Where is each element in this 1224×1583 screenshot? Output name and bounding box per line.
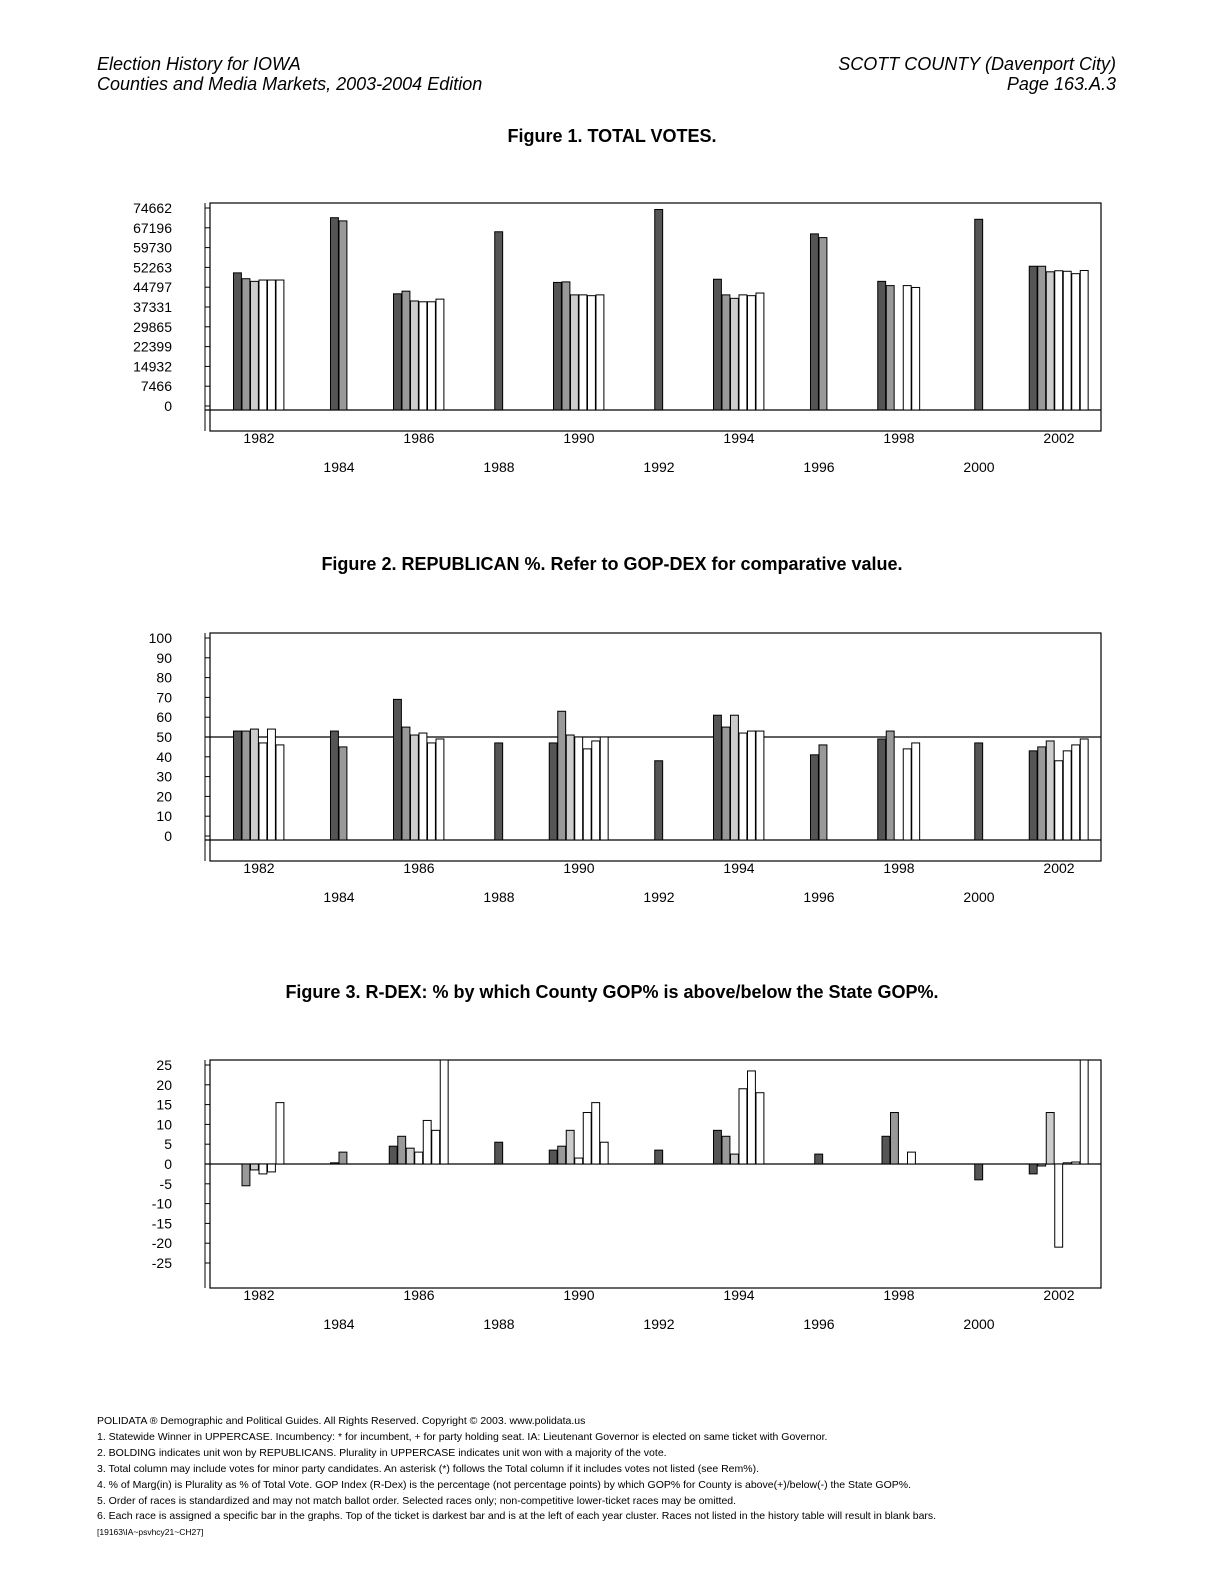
bar-1992-1 xyxy=(655,209,663,410)
bar-1996-1 xyxy=(815,1154,823,1164)
x-tick-label: 1994 xyxy=(723,1287,755,1303)
x-tick-label: 1984 xyxy=(323,1316,355,1332)
bar-1986-3 xyxy=(411,301,419,410)
bar-2002-7 xyxy=(1080,1060,1088,1164)
bar-1990-1 xyxy=(549,1150,557,1164)
bar-1982-1 xyxy=(234,273,242,410)
bar-1990-1 xyxy=(549,743,557,840)
bar-2002-1 xyxy=(1029,266,1037,410)
footnote-1: 1. Statewide Winner in UPPERCASE. Incumbency: * for incumbent, + for party holding seat. IA: Lieutenant Governor is elected on same ticket with Governor. xyxy=(97,1430,828,1443)
document-header-left xyxy=(97,54,482,94)
bar-2002-7 xyxy=(1080,739,1088,840)
y-tick-label: 14932 xyxy=(133,358,172,375)
bar-2002-6 xyxy=(1072,745,1080,840)
bar-1992-1 xyxy=(655,761,663,840)
bar-1982-6 xyxy=(276,1103,284,1164)
bar-1988-1 xyxy=(495,743,503,840)
bar-1988-1 xyxy=(495,1142,503,1164)
bar-1990-4 xyxy=(579,295,587,410)
bar-1998-5 xyxy=(912,287,920,410)
footnote-6: 6. Each race is assigned a specific bar in the graphs. Top of the ticket is darkest bar and is at the left of each year cluster. Races not listed in the history table will result in blank bars. xyxy=(97,1510,937,1523)
bar-1990-1 xyxy=(554,282,562,410)
y-tick-label: -15 xyxy=(151,1215,172,1232)
y-tick-label: 70 xyxy=(156,689,172,706)
figure-1-title: Figure 1. TOTAL VOTES. xyxy=(507,126,717,146)
bar-2002-3 xyxy=(1046,272,1054,410)
bar-1998-5 xyxy=(912,743,920,840)
bar-2002-3 xyxy=(1046,1113,1054,1164)
y-tick-label: 30 xyxy=(156,768,172,785)
bar-1986-1 xyxy=(394,699,402,840)
bar-1994-6 xyxy=(756,293,764,410)
bar-1986-2 xyxy=(402,727,410,840)
bar-1986-7 xyxy=(440,1060,448,1164)
bar-1994-4 xyxy=(739,733,747,840)
bar-1982-3 xyxy=(251,729,259,840)
bar-1984-1 xyxy=(331,731,339,840)
x-tick-label: 1990 xyxy=(563,1287,595,1303)
bar-1990-6 xyxy=(596,295,604,410)
document-subtitle: Counties and Media Markets, 2003-2004 Edition xyxy=(97,74,483,94)
bar-2002-4 xyxy=(1055,1164,1063,1247)
bar-2002-1 xyxy=(1029,1164,1037,1174)
bar-1994-5 xyxy=(748,731,756,840)
bar-2002-7 xyxy=(1080,270,1088,410)
y-tick-label: 25 xyxy=(156,1057,172,1073)
bar-1990-6 xyxy=(592,1103,600,1164)
x-tick-label: 1986 xyxy=(403,430,435,446)
bar-1998-4 xyxy=(908,1152,916,1164)
bar-2000-1 xyxy=(975,1164,983,1180)
y-tick-label: 10 xyxy=(156,808,172,825)
y-tick-label: -10 xyxy=(151,1195,172,1212)
x-tick-label: 2002 xyxy=(1043,860,1075,876)
bar-2000-1 xyxy=(975,219,983,410)
bar-1994-2 xyxy=(722,295,730,410)
x-tick-label: 2002 xyxy=(1043,430,1075,446)
bar-1998-4 xyxy=(903,749,911,840)
page-number: Page 163.A.3 xyxy=(1006,74,1116,94)
x-tick-label: 1982 xyxy=(243,860,275,876)
y-tick-label: 60 xyxy=(156,709,172,726)
y-tick-label: 52263 xyxy=(133,259,172,276)
x-tick-label: 1988 xyxy=(483,459,515,475)
bar-1986-3 xyxy=(411,735,419,840)
bar-1998-4 xyxy=(903,286,911,410)
bar-1982-6 xyxy=(276,745,284,840)
x-tick-label: 1990 xyxy=(563,430,595,446)
y-tick-label: 20 xyxy=(156,788,172,805)
bar-1990-3 xyxy=(566,735,574,840)
bar-1982-4 xyxy=(259,280,267,410)
bar-1998-2 xyxy=(886,286,894,410)
x-tick-label: 1986 xyxy=(403,860,435,876)
bar-1986-6 xyxy=(432,1130,440,1164)
x-tick-label: 1984 xyxy=(323,889,355,905)
bar-1986-4 xyxy=(415,1152,423,1164)
bar-1998-1 xyxy=(878,739,886,840)
bar-2002-5 xyxy=(1063,271,1071,410)
figure-1-total-votes-chart xyxy=(0,190,1224,490)
y-tick-label: 5 xyxy=(164,1136,172,1153)
x-tick-label: 2000 xyxy=(963,459,995,475)
x-tick-label: 1998 xyxy=(883,430,915,446)
bar-1996-2 xyxy=(819,745,827,840)
bar-1990-2 xyxy=(558,711,566,840)
bar-1986-6 xyxy=(436,299,444,410)
figure-2-title: Figure 2. REPUBLICAN %. Refer to GOP-DEX for comparative value. xyxy=(321,554,903,574)
footer-notes xyxy=(97,1414,936,1541)
y-tick-label: 80 xyxy=(156,669,172,686)
bar-1982-2 xyxy=(242,1164,250,1186)
bar-1986-3 xyxy=(406,1148,414,1164)
x-tick-label: 1988 xyxy=(483,889,515,905)
bar-1982-3 xyxy=(251,281,259,410)
bar-2000-1 xyxy=(975,743,983,840)
y-tick-label: 90 xyxy=(156,649,172,666)
bar-1996-1 xyxy=(811,755,819,840)
y-tick-label: -25 xyxy=(151,1255,172,1271)
bar-1986-2 xyxy=(402,291,410,410)
bar-1982-3 xyxy=(251,1164,259,1170)
bar-1982-5 xyxy=(268,280,276,410)
bar-2002-4 xyxy=(1055,271,1063,410)
y-tick-label: 0 xyxy=(164,398,172,414)
footnote-3: 3. Total column may include votes for minor party candidates. An asterisk (*) follows the Total column if it includes votes not listed (see Rem%). xyxy=(97,1462,759,1475)
x-tick-label: 1998 xyxy=(883,1287,915,1303)
y-tick-label: -5 xyxy=(159,1175,172,1192)
x-tick-label: 2000 xyxy=(963,1316,995,1332)
bar-2002-4 xyxy=(1055,761,1063,840)
bar-1986-4 xyxy=(419,302,427,410)
y-tick-label: 44797 xyxy=(133,279,172,296)
y-tick-label: 59730 xyxy=(133,239,172,256)
bar-1982-2 xyxy=(242,279,250,410)
y-tick-label: -20 xyxy=(151,1235,172,1252)
x-tick-label: 1996 xyxy=(803,1316,835,1332)
bar-1990-3 xyxy=(571,295,579,410)
bar-1990-5 xyxy=(583,1113,591,1164)
bar-1986-5 xyxy=(423,1120,431,1164)
bar-1990-4 xyxy=(575,1158,583,1164)
bar-2002-2 xyxy=(1038,266,1046,410)
y-tick-label: 10 xyxy=(156,1116,172,1133)
bar-1996-2 xyxy=(819,238,827,410)
bar-2002-1 xyxy=(1029,751,1037,840)
y-tick-label: 22399 xyxy=(133,338,172,355)
bar-2002-5 xyxy=(1063,751,1071,840)
bar-1990-5 xyxy=(588,296,596,410)
y-tick-label: 37331 xyxy=(133,299,172,315)
bar-1984-2 xyxy=(339,221,347,410)
bar-1994-3 xyxy=(731,1154,739,1164)
x-tick-label: 1992 xyxy=(643,889,675,905)
bar-1994-6 xyxy=(756,731,764,840)
bar-1982-1 xyxy=(234,731,242,840)
bar-1988-1 xyxy=(495,232,503,410)
footnote-5: 5. Order of races is standardized and may not match ballot order. Selected races only; non-competitive lower-ticket races may be omitted. xyxy=(97,1494,737,1507)
x-tick-label: 1998 xyxy=(883,860,915,876)
bar-2002-2 xyxy=(1038,1164,1046,1166)
bar-1998-1 xyxy=(878,281,886,410)
x-tick-label: 1990 xyxy=(563,860,595,876)
x-tick-label: 1986 xyxy=(403,1287,435,1303)
bar-1994-1 xyxy=(714,715,722,840)
bar-1990-4 xyxy=(575,737,583,840)
bar-2002-6 xyxy=(1072,1162,1080,1164)
bar-1986-1 xyxy=(389,1146,397,1164)
bar-1982-4 xyxy=(259,743,267,840)
y-tick-label: 67196 xyxy=(133,219,172,236)
x-tick-label: 1994 xyxy=(723,860,755,876)
bar-1986-5 xyxy=(428,743,436,840)
y-tick-label: 0 xyxy=(164,828,172,844)
y-tick-label: 100 xyxy=(148,630,172,646)
x-tick-label: 1996 xyxy=(803,889,835,905)
bar-1986-1 xyxy=(394,294,402,410)
bar-2002-3 xyxy=(1046,741,1054,840)
x-tick-label: 1996 xyxy=(803,459,835,475)
bar-2002-6 xyxy=(1072,274,1080,410)
y-tick-label: 0 xyxy=(164,1156,172,1172)
bar-1982-6 xyxy=(276,280,284,410)
y-tick-label: 29865 xyxy=(133,318,172,335)
x-tick-label: 1992 xyxy=(643,1316,675,1332)
bar-1990-5 xyxy=(583,749,591,840)
bar-1994-6 xyxy=(756,1093,764,1164)
bar-1986-6 xyxy=(436,739,444,840)
bar-1994-5 xyxy=(748,296,756,410)
footnote-2: 2. BOLDING indicates unit won by REPUBLICANS. Plurality in UPPERCASE indicates unit won with a majority of the vote. xyxy=(97,1446,667,1459)
figure-3-title: Figure 3. R-DEX: % by which County GOP% is above/below the State GOP%. xyxy=(285,982,939,1002)
bar-1998-2 xyxy=(886,731,894,840)
x-tick-label: 1988 xyxy=(483,1316,515,1332)
figure-2-republican-pct-chart xyxy=(0,620,1224,920)
x-tick-label: 1994 xyxy=(723,430,755,446)
x-tick-label: 1984 xyxy=(323,459,355,475)
y-tick-label: 40 xyxy=(156,748,172,765)
bar-1982-4 xyxy=(259,1164,267,1174)
bar-1990-6 xyxy=(592,741,600,840)
bar-1984-2 xyxy=(339,1152,347,1164)
bar-2002-2 xyxy=(1038,747,1046,840)
plot-frame xyxy=(210,1060,1101,1288)
bar-1990-3 xyxy=(566,1130,574,1164)
bar-1984-1 xyxy=(331,218,339,410)
x-tick-label: 1982 xyxy=(243,1287,275,1303)
bar-1994-1 xyxy=(714,279,722,410)
bar-1992-1 xyxy=(655,1150,663,1164)
bar-1990-2 xyxy=(558,1146,566,1164)
figure-3-rdex-chart xyxy=(0,1047,1224,1347)
x-tick-label: 1992 xyxy=(643,459,675,475)
bar-1994-5 xyxy=(748,1071,756,1164)
document-header-right xyxy=(838,54,1116,94)
bar-1986-2 xyxy=(398,1136,406,1164)
bar-1986-4 xyxy=(419,733,427,840)
footnote-4: 4. % of Marg(in) is Plurality as % of Total Vote. GOP Index (R-Dex) is the percentage (not percentage points) by which GOP% for County is above(+)/below(-) the State GOP%. xyxy=(97,1478,912,1491)
county-name: SCOTT COUNTY (Davenport City) xyxy=(838,54,1116,74)
x-tick-label: 2000 xyxy=(963,889,995,905)
y-tick-label: 7466 xyxy=(140,378,172,395)
x-tick-label: 2002 xyxy=(1043,1287,1075,1303)
bar-1982-2 xyxy=(242,731,250,840)
document-title: Election History for IOWA xyxy=(97,54,301,74)
bar-1994-2 xyxy=(722,727,730,840)
bar-1990-7 xyxy=(600,737,608,840)
bar-1982-5 xyxy=(268,729,276,840)
x-tick-label: 1982 xyxy=(243,430,275,446)
bar-1994-3 xyxy=(731,715,739,840)
bar-1982-5 xyxy=(268,1164,276,1172)
y-tick-label: 15 xyxy=(156,1096,172,1113)
bar-1998-1 xyxy=(882,1136,890,1164)
bar-2002-5 xyxy=(1063,1163,1071,1164)
copyright-note: POLIDATA ® Demographic and Political Guides. All Rights Reserved. Copyright © 2003. www.polidata.us xyxy=(97,1415,586,1427)
bar-1996-1 xyxy=(811,234,819,410)
bar-1994-4 xyxy=(739,295,747,410)
y-tick-label: 20 xyxy=(156,1076,172,1093)
y-tick-label: 74662 xyxy=(133,200,172,216)
bar-1994-1 xyxy=(714,1130,722,1164)
bar-1994-2 xyxy=(722,1136,730,1164)
bar-1990-7 xyxy=(600,1142,608,1164)
bar-1986-5 xyxy=(428,302,436,410)
y-tick-label: 50 xyxy=(156,729,172,745)
bar-1994-3 xyxy=(731,298,739,410)
document-code: [19163\IA~psvhcy21~CH27] xyxy=(97,1527,204,1538)
bar-1984-2 xyxy=(339,747,347,840)
bar-1994-4 xyxy=(739,1089,747,1164)
bar-1998-2 xyxy=(891,1113,899,1164)
bar-1984-1 xyxy=(331,1163,339,1164)
bar-1990-2 xyxy=(562,282,570,410)
